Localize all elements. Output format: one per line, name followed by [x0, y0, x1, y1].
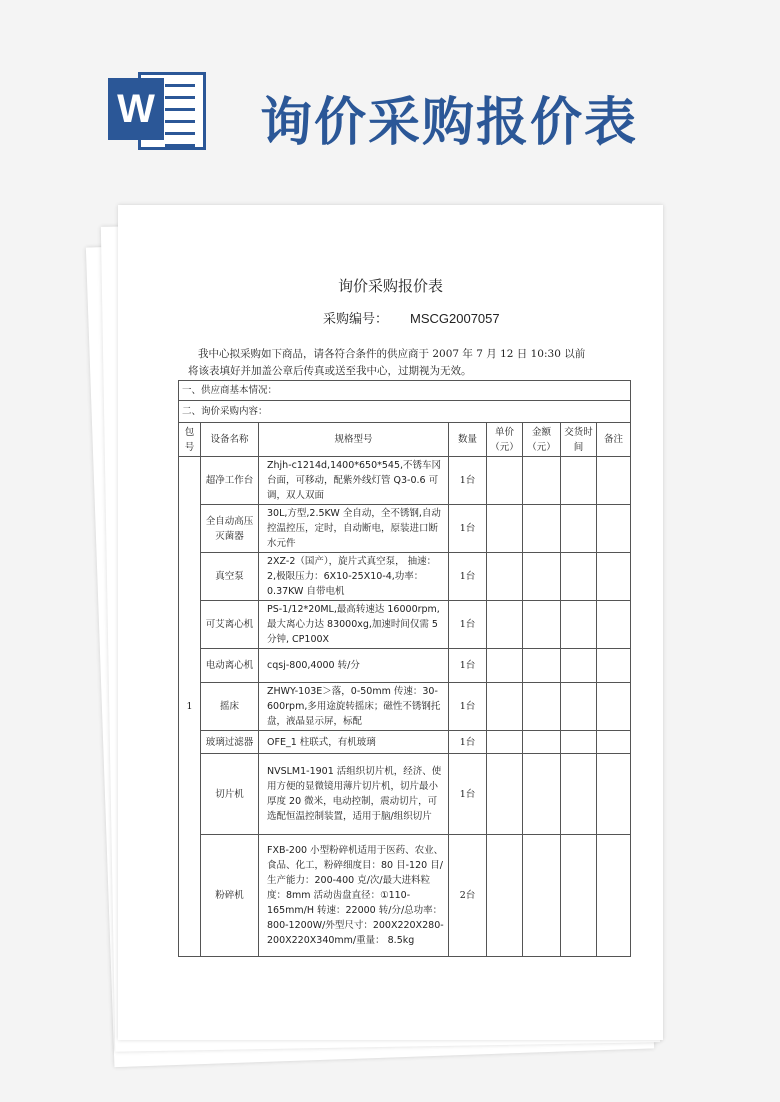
- quantity: 1台: [449, 505, 487, 553]
- delivery-cell: [561, 601, 597, 649]
- unit-price-cell: [487, 553, 523, 601]
- delivery-cell: [561, 553, 597, 601]
- delivery-cell: [561, 731, 597, 754]
- quote-table: [178, 380, 631, 957]
- delivery-cell: [561, 683, 597, 731]
- table-row: [179, 601, 631, 649]
- quantity: 1台: [449, 731, 487, 754]
- equipment-spec: cqsj-800,4000 转/分: [259, 649, 449, 683]
- quantity: 1台: [449, 683, 487, 731]
- equipment-name: 粉碎机: [201, 835, 259, 957]
- remarks-cell: [597, 731, 631, 754]
- equipment-name: 电动离心机: [201, 649, 259, 683]
- intro-line: 我中心拟采购如下商品，请各符合条件的供应商于 2007 年 7 月 12 日 10:30 以前: [198, 348, 586, 360]
- delivery-cell: [561, 649, 597, 683]
- section-supplier: 一、供应商基本情况：: [179, 381, 631, 401]
- amount-cell: [523, 553, 561, 601]
- package-number: 1: [179, 457, 201, 957]
- equipment-spec: FXB-200 小型粉碎机适用于医药、农业、食品、化工，粉碎细度目：80 目-120 目/生产能力：200-400 克/次/最大进料粒度：8mm 活动齿盘直径：①110-165mm/H 转速：22000 转/分/总功率：800-1200W/外型尺寸：200X220X280-200X220X340mm/重量： 8.5kg: [259, 835, 449, 957]
- unit-price-cell: [487, 457, 523, 505]
- header-spec: 规格型号: [259, 423, 449, 457]
- table-row: [179, 731, 631, 754]
- equipment-name: 摇床: [201, 683, 259, 731]
- amount-cell: [523, 835, 561, 957]
- unit-price-cell: [487, 505, 523, 553]
- equipment-name: 真空泵: [201, 553, 259, 601]
- amount-cell: [523, 649, 561, 683]
- remarks-cell: [597, 505, 631, 553]
- amount-cell: [523, 505, 561, 553]
- equipment-spec: NVSLM1-1901 活组织切片机，经济、使用方便的显微镜用薄片切片机，切片最小厚度 20 微米，电动控制，震动切片，可选配恒温控制装置，适用于脑/组织切片: [259, 754, 449, 835]
- code-value: MSCG2007057: [410, 311, 500, 326]
- table-row: [179, 649, 631, 683]
- delivery-cell: [561, 505, 597, 553]
- quantity: 1台: [449, 601, 487, 649]
- delivery-cell: [561, 754, 597, 835]
- equipment-spec: ZHWY-103E＞落，0-50mm 传速：30-600rpm,多用途旋转摇床；磁性不锈钢托盘，液晶显示屏，标配: [259, 683, 449, 731]
- header-amount: 金额（元）: [523, 423, 561, 457]
- quantity: 2台: [449, 835, 487, 957]
- unit-price-cell: [487, 731, 523, 754]
- amount-cell: [523, 754, 561, 835]
- purchase-code: [323, 308, 500, 327]
- amount-cell: [523, 457, 561, 505]
- unit-price-cell: [487, 754, 523, 835]
- unit-price-cell: [487, 649, 523, 683]
- table-row: [179, 683, 631, 731]
- document-page: [118, 205, 663, 1040]
- table-row: [179, 553, 631, 601]
- unit-price-cell: [487, 601, 523, 649]
- remarks-cell: [597, 457, 631, 505]
- equipment-spec: PS-1/12*20ML,最高转速达 16000rpm,最大离心力达 83000xg,加速时间仅需 5分钟, CP100X: [259, 601, 449, 649]
- delivery-cell: [561, 835, 597, 957]
- document-title: 询价采购报价表: [337, 277, 443, 295]
- intro-line: 将该表填好并加盖公章后传真或送至我中心，过期视为无效。: [188, 365, 472, 377]
- word-logo: [108, 68, 208, 152]
- section-content: 二、询价采购内容：: [179, 401, 631, 423]
- header-row: [179, 423, 631, 457]
- equipment-spec: Zhjh-c1214d,1400*650*545,不锈车冈台面，可移动，配紫外线灯管 Q3-0.6 可调，双人双面: [259, 457, 449, 505]
- delivery-cell: [561, 457, 597, 505]
- header-delivery: 交货时间: [561, 423, 597, 457]
- remarks-cell: [597, 649, 631, 683]
- amount-cell: [523, 683, 561, 731]
- remarks-cell: [597, 835, 631, 957]
- equipment-name: 玻璃过滤器: [201, 731, 259, 754]
- equipment-spec: 2XZ-2（国产），旋片式真空泵， 抽速：2,极限压力：6X10-25X10-4,功率：0.37KW 自带电机: [259, 553, 449, 601]
- remarks-cell: [597, 754, 631, 835]
- header-qty: 数量: [449, 423, 487, 457]
- amount-cell: [523, 731, 561, 754]
- unit-price-cell: [487, 683, 523, 731]
- equipment-spec: 30L,方型,2.5KW 全自动，全不锈钢,自动控温控压，定时，自动断电，原装进口断水元件: [259, 505, 449, 553]
- header-name: 设备名称: [201, 423, 259, 457]
- equipment-spec: OFE_1 柱联式，有机玻璃: [259, 731, 449, 754]
- quantity: 1台: [449, 754, 487, 835]
- header-remarks: 备注: [597, 423, 631, 457]
- unit-price-cell: [487, 835, 523, 957]
- table-row: [179, 754, 631, 835]
- remarks-cell: [597, 553, 631, 601]
- word-icon: W: [108, 78, 164, 140]
- table-row: [179, 457, 631, 505]
- amount-cell: [523, 601, 561, 649]
- banner-title: 询价采购报价表: [260, 93, 639, 153]
- quantity: 1台: [449, 553, 487, 601]
- intro-text: [188, 346, 598, 380]
- equipment-name: 全自动高压灭菌器: [201, 505, 259, 553]
- remarks-cell: [597, 683, 631, 731]
- quantity: 1台: [449, 457, 487, 505]
- table-row: [179, 835, 631, 957]
- equipment-name: 切片机: [201, 754, 259, 835]
- header-package: 包号: [179, 423, 201, 457]
- code-label: 采购编号：: [323, 312, 389, 327]
- equipment-name: 可艾离心机: [201, 601, 259, 649]
- quantity: 1台: [449, 649, 487, 683]
- table-row: [179, 505, 631, 553]
- remarks-cell: [597, 601, 631, 649]
- equipment-name: 超净工作台: [201, 457, 259, 505]
- header-unit-price: 单价（元）: [487, 423, 523, 457]
